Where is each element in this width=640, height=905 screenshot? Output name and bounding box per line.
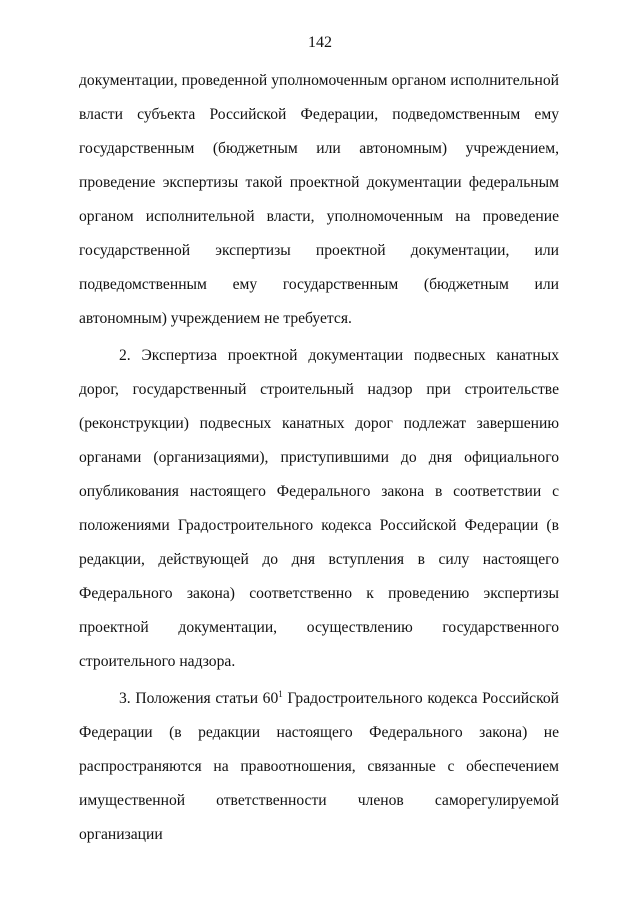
page-number: 142 xyxy=(308,34,332,51)
article-superscript: 1 xyxy=(278,688,283,699)
paragraph-item-3-start: 3. Положения статьи 60 xyxy=(119,690,279,707)
paragraph-item-2: 2. Экспертиза проектной документации подвесных канатных дорог, государственный строительный надзор при строительстве (реконструкции) подвесных канатных дорог подлежат завершению органами (организациями), приступившими до дня официального опубликования настоящего Федерального закона в соответствии с положениями Градостроительного кодекса Российской Федерации (в редакции, действующей до дня вступления в силу настоящего Федерального закона) соответственно к проведению экспертизы проектной документации, осуществлению государственного строительного надзора. xyxy=(79,347,559,670)
paragraph-continuation: документации, проведенной уполномоченным органом исполнительной власти субъекта Российской Федерации, подведомственным ему государственным (бюджетным или автономным) учреждением, проведение экспертизы такой проектной документации федеральным органом исполнительной власти, уполномоченным на проведение государственной экспертизы проектной документации, или подведомственным ему государственным (бюджетным или автономным) учреждением не требуется. xyxy=(79,72,559,327)
paragraph-item-3 xyxy=(79,682,559,852)
paragraph-item-3-rest: Градостроительного кодекса Российской Федерации (в редакции настоящего Федерального закона) не распространяются на правоотношения, связанные с обеспечением имущественной ответственности членов саморегулируемой организации xyxy=(79,690,559,843)
document-body xyxy=(79,64,559,852)
